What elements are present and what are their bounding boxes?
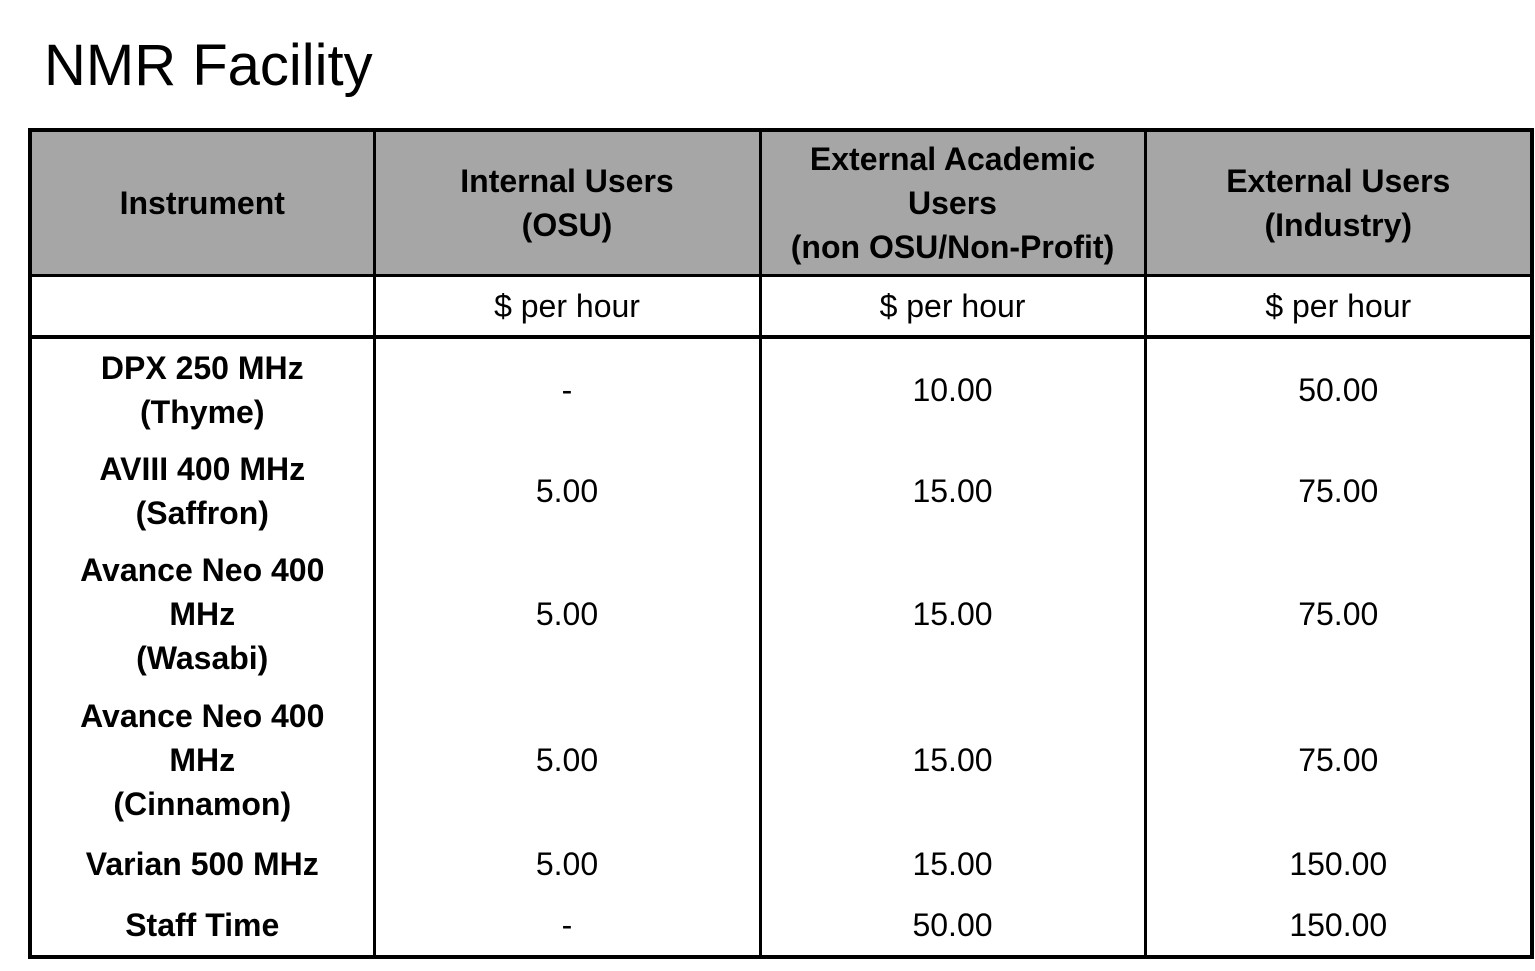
table-row: [30, 337, 1532, 440]
instrument-cell: Avance Neo 400 MHz (Cinnamon): [30, 687, 374, 833]
rate-table: [28, 128, 1534, 959]
academic-rate: 15.00: [760, 687, 1145, 833]
industry-rate: 150.00: [1145, 833, 1532, 895]
header-external-industry: External Users (Industry): [1145, 130, 1532, 276]
industry-rate: 75.00: [1145, 541, 1532, 687]
unit-cell: $ per hour: [1145, 276, 1532, 338]
header-external-academic: External Academic Users (non OSU/Non-Profit): [760, 130, 1145, 276]
industry-rate: 75.00: [1145, 440, 1532, 541]
academic-rate: 15.00: [760, 833, 1145, 895]
academic-rate: 10.00: [760, 337, 1145, 440]
header-row: [30, 130, 1532, 276]
internal-rate: -: [374, 337, 760, 440]
instrument-cell: Staff Time: [30, 895, 374, 957]
instrument-cell: DPX 250 MHz (Thyme): [30, 337, 374, 440]
internal-rate: 5.00: [374, 833, 760, 895]
instrument-cell: Varian 500 MHz: [30, 833, 374, 895]
academic-rate: 50.00: [760, 895, 1145, 957]
academic-rate: 15.00: [760, 440, 1145, 541]
instrument-cell: AVIII 400 MHz (Saffron): [30, 440, 374, 541]
industry-rate: 75.00: [1145, 687, 1532, 833]
industry-rate: 50.00: [1145, 337, 1532, 440]
unit-cell: $ per hour: [760, 276, 1145, 338]
unit-cell: $ per hour: [374, 276, 760, 338]
header-instrument: Instrument: [30, 130, 374, 276]
internal-rate: 5.00: [374, 687, 760, 833]
header-internal-users: Internal Users (OSU): [374, 130, 760, 276]
internal-rate: -: [374, 895, 760, 957]
unit-row: [30, 276, 1532, 338]
internal-rate: 5.00: [374, 440, 760, 541]
instrument-cell: Avance Neo 400 MHz (Wasabi): [30, 541, 374, 687]
academic-rate: 15.00: [760, 541, 1145, 687]
unit-cell: [30, 276, 374, 338]
table-row: [30, 687, 1532, 833]
table-row: [30, 833, 1532, 895]
industry-rate: 150.00: [1145, 895, 1532, 957]
table-row: [30, 440, 1532, 541]
page-title: NMR Facility: [44, 33, 373, 98]
internal-rate: 5.00: [374, 541, 760, 687]
table-row: [30, 541, 1532, 687]
table-row: [30, 895, 1532, 957]
